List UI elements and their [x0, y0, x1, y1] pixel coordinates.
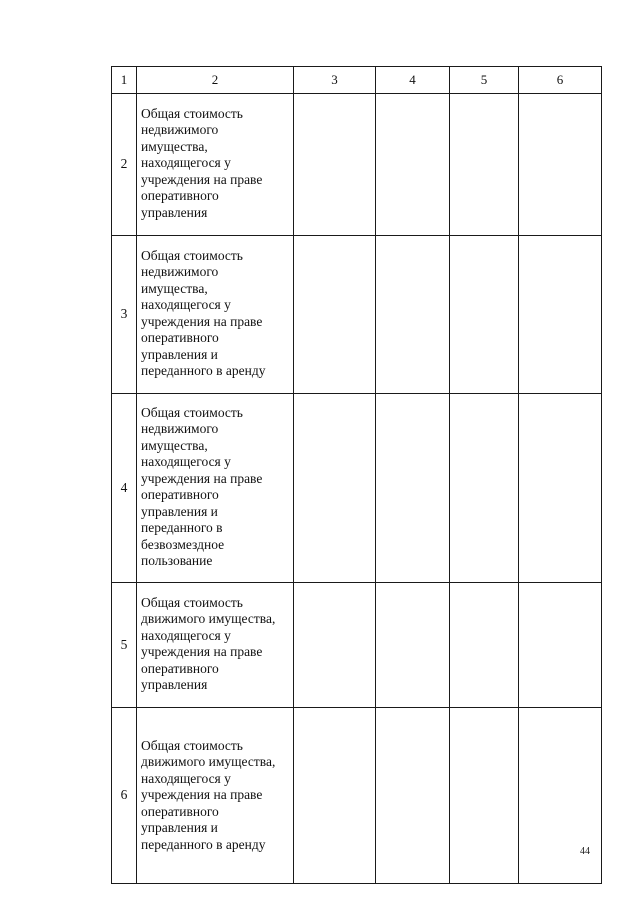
description-line: Общая стоимость: [141, 594, 243, 610]
row-description: [137, 708, 294, 884]
column-header: 4: [376, 67, 450, 94]
page-number: 44: [580, 846, 590, 857]
empty-cell: [450, 236, 519, 394]
description-line: Общая стоимость: [141, 404, 243, 420]
row-description: [137, 394, 294, 583]
description-line: пользование: [141, 553, 213, 568]
property-value-table: [111, 66, 602, 884]
description-line: учреждения на праве: [141, 787, 263, 803]
empty-cell: [294, 394, 376, 583]
description-line: учреждения на праве: [141, 313, 263, 329]
row-number: 2: [112, 94, 137, 236]
description-line: учреждения на праве: [141, 171, 263, 187]
description-line: переданного в: [141, 520, 223, 535]
description-line: имущества,: [141, 437, 208, 453]
empty-cell: [376, 236, 450, 394]
description-line: недвижимого: [141, 421, 219, 436]
description-line: движимого имущества,: [141, 754, 276, 770]
description-line: находящегося у: [141, 297, 231, 312]
empty-cell: [450, 394, 519, 583]
description-line: находящегося у: [141, 454, 231, 469]
description-line: недвижимого: [141, 264, 219, 279]
row-number: 4: [112, 394, 137, 583]
empty-cell: [376, 394, 450, 583]
row-number: 3: [112, 236, 137, 394]
description-line: управления: [141, 677, 208, 692]
table-row: [112, 236, 602, 394]
table-row: [112, 94, 602, 236]
empty-cell: [294, 94, 376, 236]
description-line: Общая стоимость: [141, 105, 243, 121]
description-line: оперативного: [141, 803, 219, 819]
row-number: 5: [112, 583, 137, 708]
table-row: [112, 583, 602, 708]
description-line: переданного в аренду: [141, 836, 266, 852]
empty-cell: [294, 583, 376, 708]
description-line: учреждения на праве: [141, 470, 263, 486]
empty-cell: [294, 708, 376, 884]
column-header: 6: [519, 67, 602, 94]
empty-cell: [519, 394, 602, 583]
description-line: имущества,: [141, 138, 208, 154]
table-row: [112, 708, 602, 884]
description-line: управления: [141, 204, 208, 220]
column-header: 1: [112, 67, 137, 94]
row-description: [137, 583, 294, 708]
description-line: безвозмездное: [141, 536, 225, 552]
empty-cell: [376, 583, 450, 708]
description-line: Общая стоимость: [141, 247, 243, 263]
empty-cell: [519, 94, 602, 236]
description-line: оперативного: [141, 188, 219, 204]
description-line: учреждения на праве: [141, 644, 263, 659]
empty-cell: [450, 583, 519, 708]
description-line: имущества,: [141, 280, 208, 296]
empty-cell: [450, 708, 519, 884]
empty-cell: [519, 583, 602, 708]
description-line: оперативного: [141, 487, 219, 502]
description-line: Общая стоимость: [141, 737, 243, 753]
empty-cell: [450, 94, 519, 236]
description-line: переданного в аренду: [141, 363, 266, 378]
description-line: оперативного: [141, 330, 219, 345]
description-line: оперативного: [141, 660, 219, 676]
column-header: 5: [450, 67, 519, 94]
empty-cell: [294, 236, 376, 394]
description-line: находящегося у: [141, 770, 231, 786]
table-header-row: [112, 67, 602, 94]
column-header: 2: [137, 67, 294, 94]
row-number: 6: [112, 708, 137, 884]
description-line: движимого имущества,: [141, 611, 276, 626]
empty-cell: [376, 94, 450, 236]
description-line: управления и: [141, 346, 218, 362]
description-line: недвижимого: [141, 122, 219, 138]
description-line: управления и: [141, 820, 218, 836]
description-line: находящегося у: [141, 155, 231, 171]
description-line: управления и: [141, 503, 218, 519]
table-row: [112, 394, 602, 583]
empty-cell: [519, 236, 602, 394]
column-header: 3: [294, 67, 376, 94]
row-description: [137, 94, 294, 236]
empty-cell: [519, 708, 602, 884]
row-description: [137, 236, 294, 394]
description-line: находящегося у: [141, 627, 231, 643]
empty-cell: [376, 708, 450, 884]
